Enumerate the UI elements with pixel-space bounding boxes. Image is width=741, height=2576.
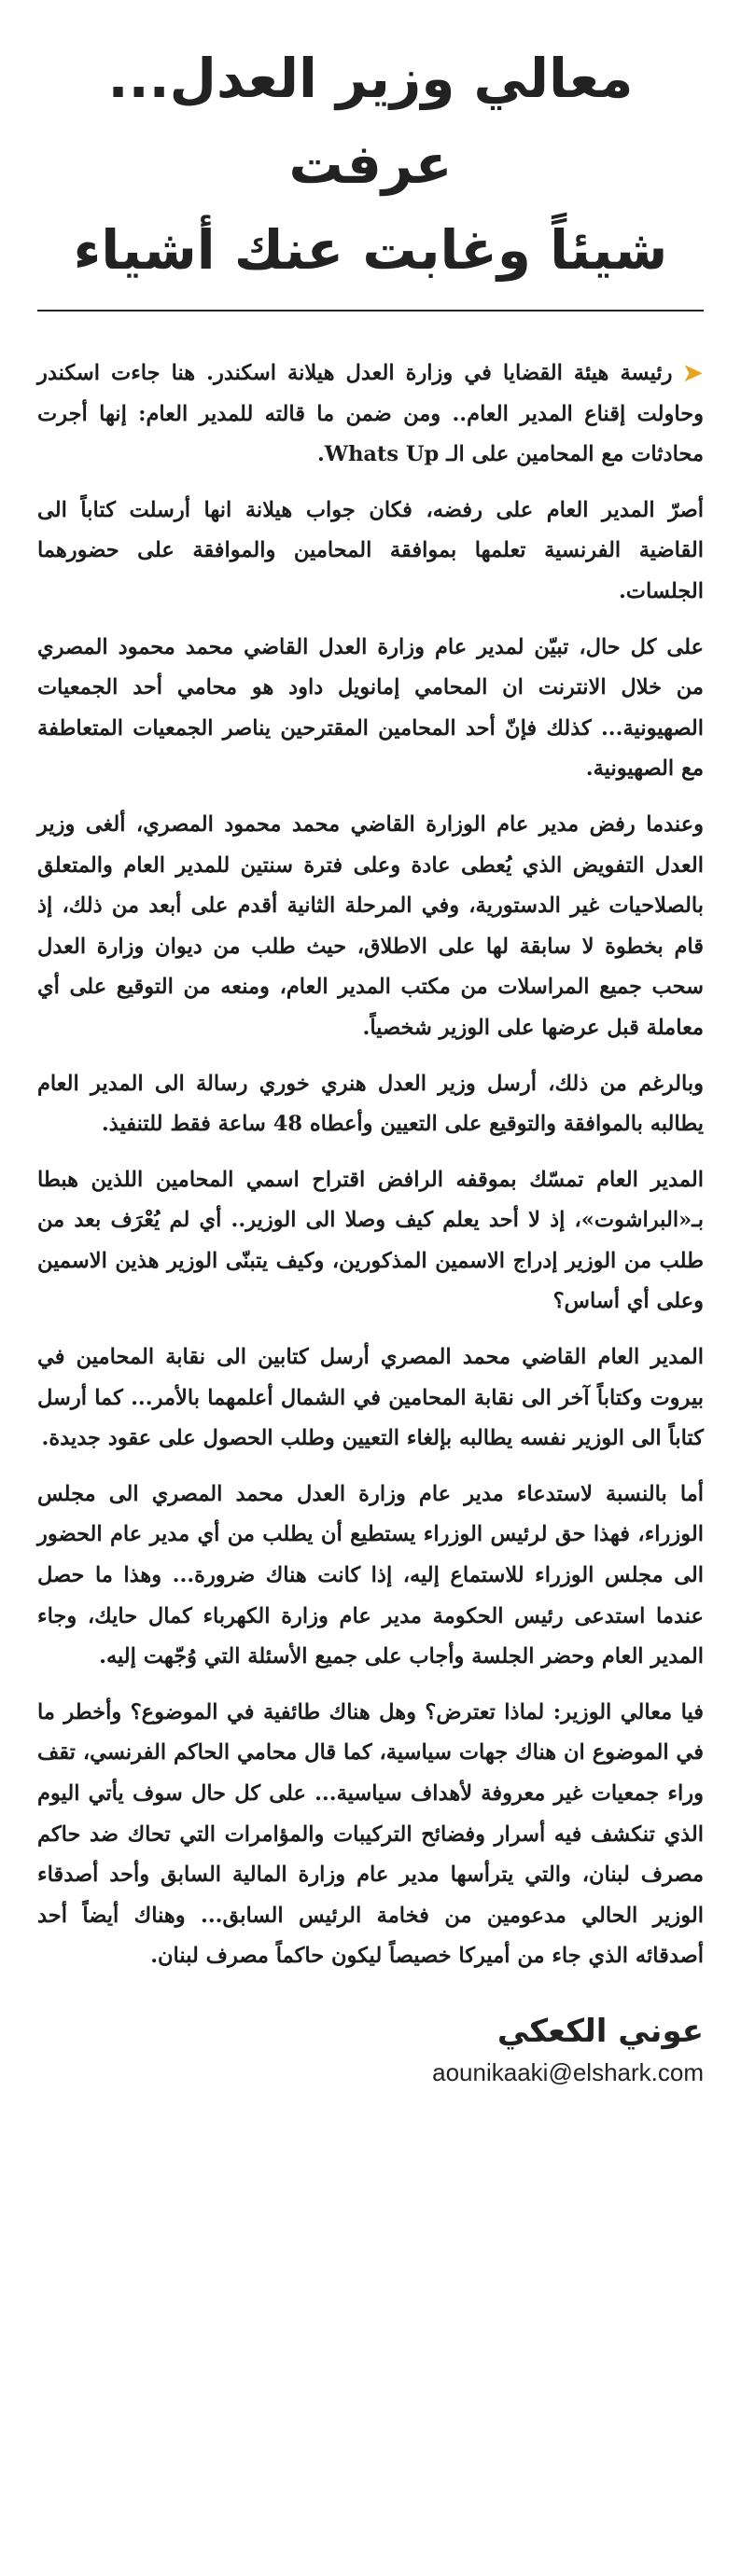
headline xyxy=(37,35,704,293)
article-paragraph: أما بالنسبة لاستدعاء مدير عام وزارة العدل محمد المصري الى مجلس الوزراء، فهذا حق لرئيس الوزراء يستطيع أن يطلب من أي مدير عام الحضور الى مجلس الوزراء للاستماع إليه، إذا كانت هناك ضرورة... وهذا ما حصل عندما استدعى رئيس الحكومة مدير عام وزارة الكهرباء كمال حايك، وجاء المدير العام وحضر الجلسة وأجاب على جميع الأسئلة التي وُجّهت إليه. xyxy=(37,1481,704,1669)
article-paragraph: ➤رئيسة هيئة القضايا في وزارة العدل هيلانة اسكندر. هنا جاءت اسكندر وحاولت إقناع المدير العام.. ومن ضمن ما قالته للمدير العام: إنها أجرت محادثات مع المحامين على الـ Whats Up. xyxy=(37,353,704,476)
author-name: عوني الكعكي xyxy=(496,2012,704,2050)
article-paragraph: المدير العام تمسّك بموقفه الرافض اقتراح اسمي المحامين اللذين هبطا بـ«البراشوت»، إذ لا أحد يعلم كيف وصلا الى الوزير.. أي لم يُعْرَف بعد من طلب من الوزير إدراج الاسمين المذكورين، وكيف يتبنّى الوزير هذين الاسمين وعلى أي أساس؟ xyxy=(37,1167,704,1314)
headline-line-1: معالي وزير العدل... عرفت xyxy=(107,47,634,196)
article-body xyxy=(37,353,704,1977)
headline-line-2: شيئاً وغابت عنك أشياء xyxy=(73,218,668,282)
signature-block xyxy=(37,2009,704,2091)
article-paragraph: وعندما رفض مدير عام الوزارة القاضي محمد محمود المصري، ألغى وزير العدل التفويض الذي يُعطى عادة وعلى فترة سنتين للمدير العام والمتعلق بالصلاحيات غير الدستورية، وفي المرحلة الثانية أقدم على أبعد من ذلك، إذ قام بخطوة لا سابقة لها على الاطلاق، حيث طلب من ديوان وزارة العدل سحب جميع المراسلات من مكتب المدير العام، ومنعه من التوقيع على أي معاملة قبل عرضها على الوزير شخصياً. xyxy=(37,811,704,1040)
article-paragraph: وبالرغم من ذلك، أرسل وزير العدل هنري خوري رسالة الى المدير العام يطالبه بالموافقة والتوقيع على التعيين وأعطاه 48 ساعة فقط للتنفيذ. xyxy=(37,1071,704,1137)
article-paragraph: على كل حال، تبيّن لمدير عام وزارة العدل القاضي محمد محمود المصري من خلال الانترنت ان المحامي إمانويل داود هو محامي أحد الجمعيات الصهيونية... كذلك فإنّ أحد المحامين المقترحين يناصر الجمعيات المتعاطفة مع الصهيونية. xyxy=(37,634,704,782)
headline-divider xyxy=(37,310,704,312)
article-paragraph: فيا معالي الوزير: لماذا تعترض؟ وهل هناك طائفية في الموضوع؟ وأخطر ما في الموضوع ان هناك جهات سياسية، كما قال محامي الحاكم الفرنسي، تقف وراء جمعيات غير معروفة لأهداف سياسية... على كل حال سوف يأتي اليوم الذي تنكشف فيه أسرار وفضائح التركيبات والمؤامرات التي تحاك ضد حاكم مصرف لبنان، والتي يترأسها مدير عام وزارة المالية السابق وأحد أصدقاء الوزير الحالي مدعومين من فخامة الرئيس السابق... وهناك أيضاً أحد أصدقائه الذي جاء من أميركا خصيصاً ليكون حاكماً مصرف لبنان. xyxy=(37,1699,704,1969)
article-paragraph: المدير العام القاضي محمد المصري أرسل كتابين الى نقابة المحامين في بيروت وكتاباً آخر الى نقابة المحامين في الشمال أعلمهما بالأمر... كما أرسل كتاباً الى الوزير نفسه يطالبه بإلغاء التعيين وطلب الحصول على عقود جديدة. xyxy=(37,1345,704,1451)
arrow-left-icon: ➤ xyxy=(681,357,704,388)
author-email[interactable]: aounikaaki@elshark.com xyxy=(432,2057,704,2086)
article-paragraph: أصرّ المدير العام على رفضه، فكان جواب هيلانة انها أرسلت كتاباً الى القاضية الفرنسية تعلمها بموافقة المحامين والموافقة على حضورهما الجلسات. xyxy=(37,497,704,603)
